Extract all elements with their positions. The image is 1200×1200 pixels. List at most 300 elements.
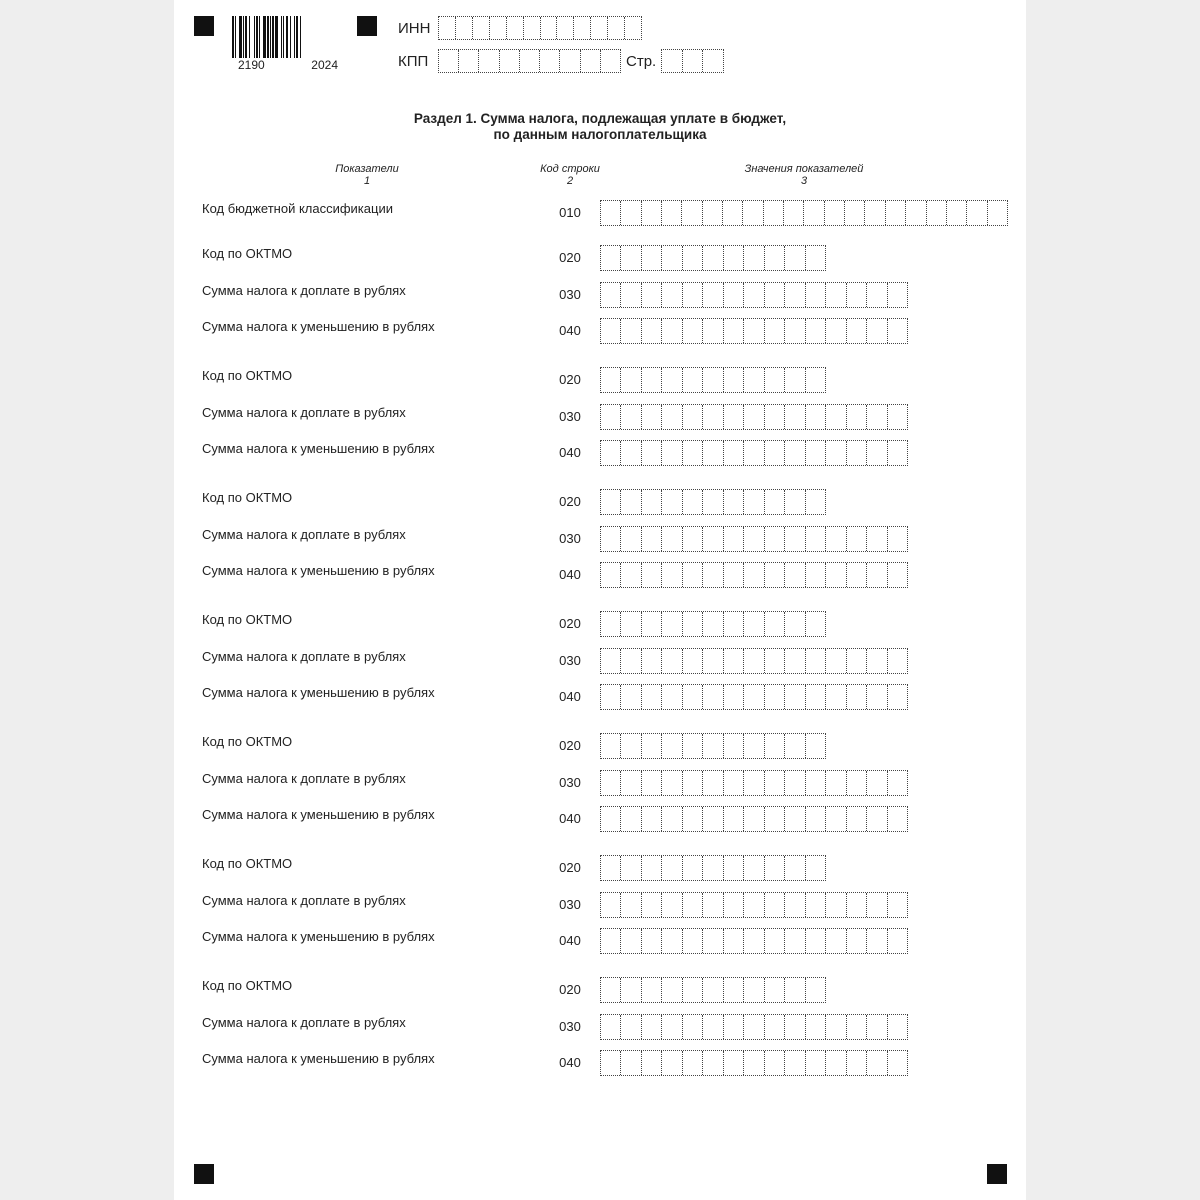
character-cell[interactable] [724, 856, 744, 880]
character-cell[interactable] [724, 1015, 744, 1039]
character-cell[interactable] [744, 490, 764, 514]
character-cell[interactable] [479, 50, 499, 72]
character-cell[interactable] [765, 929, 785, 953]
character-cell[interactable] [765, 246, 785, 270]
character-cell[interactable] [826, 283, 846, 307]
oktmo-field[interactable] [600, 611, 826, 637]
character-cell[interactable] [473, 17, 490, 39]
character-cell[interactable] [888, 441, 907, 465]
character-cell[interactable] [744, 685, 764, 709]
character-cell[interactable] [888, 649, 907, 673]
character-cell[interactable] [662, 490, 682, 514]
character-cell[interactable] [826, 649, 846, 673]
character-cell[interactable] [825, 201, 845, 225]
tax-to-pay-field[interactable] [600, 404, 908, 430]
character-cell[interactable] [621, 685, 641, 709]
page-number-field[interactable] [661, 49, 724, 73]
character-cell[interactable] [662, 893, 682, 917]
character-cell[interactable] [621, 319, 641, 343]
character-cell[interactable] [439, 50, 459, 72]
tax-to-reduce-field[interactable] [600, 806, 908, 832]
character-cell[interactable] [703, 1015, 723, 1039]
character-cell[interactable] [724, 1051, 744, 1075]
character-cell[interactable] [744, 527, 764, 551]
character-cell[interactable] [683, 612, 703, 636]
character-cell[interactable] [826, 771, 846, 795]
character-cell[interactable] [785, 405, 805, 429]
character-cell[interactable] [826, 563, 846, 587]
character-cell[interactable] [625, 17, 641, 39]
character-cell[interactable] [662, 685, 682, 709]
character-cell[interactable] [662, 201, 682, 225]
character-cell[interactable] [703, 649, 723, 673]
character-cell[interactable] [601, 685, 621, 709]
tax-to-reduce-field[interactable] [600, 318, 908, 344]
character-cell[interactable] [744, 283, 764, 307]
character-cell[interactable] [826, 807, 846, 831]
character-cell[interactable] [785, 490, 805, 514]
character-cell[interactable] [683, 246, 703, 270]
character-cell[interactable] [642, 893, 662, 917]
character-cell[interactable] [888, 893, 907, 917]
character-cell[interactable] [785, 368, 805, 392]
character-cell[interactable] [574, 17, 591, 39]
character-cell[interactable] [591, 17, 608, 39]
character-cell[interactable] [785, 1051, 805, 1075]
character-cell[interactable] [683, 441, 703, 465]
character-cell[interactable] [621, 405, 641, 429]
character-cell[interactable] [724, 734, 744, 758]
character-cell[interactable] [847, 283, 867, 307]
character-cell[interactable] [724, 771, 744, 795]
character-cell[interactable] [642, 807, 662, 831]
character-cell[interactable] [703, 929, 723, 953]
character-cell[interactable] [785, 649, 805, 673]
character-cell[interactable] [683, 490, 703, 514]
character-cell[interactable] [621, 201, 641, 225]
character-cell[interactable] [867, 771, 887, 795]
character-cell[interactable] [703, 441, 723, 465]
character-cell[interactable] [642, 649, 662, 673]
character-cell[interactable] [826, 527, 846, 551]
character-cell[interactable] [683, 1015, 703, 1039]
character-cell[interactable] [867, 649, 887, 673]
character-cell[interactable] [867, 807, 887, 831]
character-cell[interactable] [804, 201, 824, 225]
character-cell[interactable] [765, 771, 785, 795]
character-cell[interactable] [744, 807, 764, 831]
character-cell[interactable] [500, 50, 520, 72]
character-cell[interactable] [662, 612, 682, 636]
character-cell[interactable] [703, 978, 723, 1002]
character-cell[interactable] [847, 527, 867, 551]
character-cell[interactable] [847, 1015, 867, 1039]
character-cell[interactable] [785, 685, 805, 709]
character-cell[interactable] [601, 563, 621, 587]
character-cell[interactable] [662, 527, 682, 551]
character-cell[interactable] [703, 612, 723, 636]
character-cell[interactable] [847, 807, 867, 831]
inn-field[interactable] [438, 16, 642, 40]
character-cell[interactable] [744, 856, 764, 880]
character-cell[interactable] [785, 929, 805, 953]
character-cell[interactable] [662, 856, 682, 880]
character-cell[interactable] [621, 441, 641, 465]
character-cell[interactable] [765, 612, 785, 636]
character-cell[interactable] [683, 807, 703, 831]
character-cell[interactable] [847, 405, 867, 429]
character-cell[interactable] [847, 1051, 867, 1075]
character-cell[interactable] [642, 612, 662, 636]
character-cell[interactable] [621, 1015, 641, 1039]
character-cell[interactable] [683, 649, 703, 673]
character-cell[interactable] [724, 807, 744, 831]
character-cell[interactable] [662, 978, 682, 1002]
character-cell[interactable] [642, 685, 662, 709]
character-cell[interactable] [601, 807, 621, 831]
character-cell[interactable] [744, 441, 764, 465]
character-cell[interactable] [888, 527, 907, 551]
kbk-field[interactable] [600, 200, 1008, 226]
character-cell[interactable] [703, 856, 723, 880]
character-cell[interactable] [888, 1051, 907, 1075]
character-cell[interactable] [967, 201, 987, 225]
character-cell[interactable] [785, 319, 805, 343]
character-cell[interactable] [867, 893, 887, 917]
character-cell[interactable] [806, 246, 825, 270]
character-cell[interactable] [601, 978, 621, 1002]
character-cell[interactable] [621, 893, 641, 917]
character-cell[interactable] [806, 771, 826, 795]
character-cell[interactable] [806, 856, 825, 880]
tax-to-pay-field[interactable] [600, 892, 908, 918]
character-cell[interactable] [683, 319, 703, 343]
character-cell[interactable] [847, 563, 867, 587]
tax-to-pay-field[interactable] [600, 648, 908, 674]
character-cell[interactable] [662, 283, 682, 307]
oktmo-field[interactable] [600, 245, 826, 271]
character-cell[interactable] [683, 527, 703, 551]
character-cell[interactable] [723, 201, 743, 225]
character-cell[interactable] [662, 771, 682, 795]
character-cell[interactable] [601, 734, 621, 758]
character-cell[interactable] [744, 368, 764, 392]
character-cell[interactable] [806, 368, 825, 392]
character-cell[interactable] [621, 856, 641, 880]
character-cell[interactable] [867, 527, 887, 551]
character-cell[interactable] [888, 283, 907, 307]
character-cell[interactable] [683, 734, 703, 758]
character-cell[interactable] [785, 734, 805, 758]
character-cell[interactable] [765, 893, 785, 917]
character-cell[interactable] [683, 856, 703, 880]
character-cell[interactable] [662, 368, 682, 392]
character-cell[interactable] [621, 978, 641, 1002]
character-cell[interactable] [744, 1015, 764, 1039]
character-cell[interactable] [703, 563, 723, 587]
character-cell[interactable] [642, 734, 662, 758]
character-cell[interactable] [867, 405, 887, 429]
character-cell[interactable] [621, 1051, 641, 1075]
character-cell[interactable] [601, 1015, 621, 1039]
character-cell[interactable] [724, 490, 744, 514]
character-cell[interactable] [642, 246, 662, 270]
character-cell[interactable] [785, 246, 805, 270]
character-cell[interactable] [621, 807, 641, 831]
character-cell[interactable] [765, 856, 785, 880]
character-cell[interactable] [683, 929, 703, 953]
kpp-field[interactable] [438, 49, 621, 73]
character-cell[interactable] [621, 246, 641, 270]
character-cell[interactable] [847, 649, 867, 673]
tax-to-reduce-field[interactable] [600, 928, 908, 954]
character-cell[interactable] [662, 929, 682, 953]
character-cell[interactable] [847, 771, 867, 795]
character-cell[interactable] [765, 490, 785, 514]
character-cell[interactable] [847, 929, 867, 953]
character-cell[interactable] [541, 17, 558, 39]
character-cell[interactable] [621, 283, 641, 307]
character-cell[interactable] [642, 490, 662, 514]
character-cell[interactable] [540, 50, 560, 72]
tax-to-reduce-field[interactable] [600, 562, 908, 588]
character-cell[interactable] [662, 319, 682, 343]
character-cell[interactable] [621, 771, 641, 795]
character-cell[interactable] [601, 368, 621, 392]
character-cell[interactable] [662, 441, 682, 465]
character-cell[interactable] [764, 201, 784, 225]
character-cell[interactable] [662, 1015, 682, 1039]
character-cell[interactable] [621, 929, 641, 953]
character-cell[interactable] [847, 441, 867, 465]
character-cell[interactable] [683, 563, 703, 587]
character-cell[interactable] [601, 527, 621, 551]
character-cell[interactable] [601, 490, 621, 514]
character-cell[interactable] [826, 1051, 846, 1075]
character-cell[interactable] [724, 978, 744, 1002]
character-cell[interactable] [703, 368, 723, 392]
character-cell[interactable] [642, 368, 662, 392]
character-cell[interactable] [765, 978, 785, 1002]
character-cell[interactable] [765, 319, 785, 343]
character-cell[interactable] [785, 807, 805, 831]
character-cell[interactable] [703, 201, 723, 225]
character-cell[interactable] [520, 50, 540, 72]
tax-to-reduce-field[interactable] [600, 440, 908, 466]
character-cell[interactable] [682, 201, 702, 225]
character-cell[interactable] [642, 563, 662, 587]
character-cell[interactable] [601, 441, 621, 465]
character-cell[interactable] [765, 405, 785, 429]
character-cell[interactable] [724, 405, 744, 429]
character-cell[interactable] [806, 527, 826, 551]
character-cell[interactable] [806, 649, 826, 673]
character-cell[interactable] [947, 201, 967, 225]
character-cell[interactable] [785, 856, 805, 880]
character-cell[interactable] [867, 283, 887, 307]
character-cell[interactable] [888, 807, 907, 831]
oktmo-field[interactable] [600, 733, 826, 759]
character-cell[interactable] [806, 685, 826, 709]
character-cell[interactable] [765, 1015, 785, 1039]
character-cell[interactable] [867, 319, 887, 343]
character-cell[interactable] [507, 17, 524, 39]
character-cell[interactable] [765, 283, 785, 307]
character-cell[interactable] [557, 17, 574, 39]
character-cell[interactable] [806, 929, 826, 953]
character-cell[interactable] [847, 893, 867, 917]
character-cell[interactable] [456, 17, 473, 39]
character-cell[interactable] [621, 734, 641, 758]
character-cell[interactable] [642, 1051, 662, 1075]
character-cell[interactable] [621, 649, 641, 673]
character-cell[interactable] [459, 50, 479, 72]
character-cell[interactable] [744, 405, 764, 429]
oktmo-field[interactable] [600, 367, 826, 393]
character-cell[interactable] [621, 563, 641, 587]
character-cell[interactable] [867, 929, 887, 953]
character-cell[interactable] [765, 368, 785, 392]
character-cell[interactable] [642, 527, 662, 551]
tax-to-pay-field[interactable] [600, 1014, 908, 1040]
character-cell[interactable] [806, 563, 826, 587]
character-cell[interactable] [490, 17, 507, 39]
character-cell[interactable] [703, 807, 723, 831]
character-cell[interactable] [785, 978, 805, 1002]
character-cell[interactable] [806, 490, 825, 514]
character-cell[interactable] [888, 929, 907, 953]
character-cell[interactable] [683, 978, 703, 1002]
character-cell[interactable] [785, 1015, 805, 1039]
character-cell[interactable] [703, 527, 723, 551]
character-cell[interactable] [724, 649, 744, 673]
character-cell[interactable] [806, 1051, 826, 1075]
character-cell[interactable] [744, 246, 764, 270]
oktmo-field[interactable] [600, 855, 826, 881]
character-cell[interactable] [683, 771, 703, 795]
character-cell[interactable] [724, 929, 744, 953]
character-cell[interactable] [826, 405, 846, 429]
character-cell[interactable] [785, 441, 805, 465]
character-cell[interactable] [785, 527, 805, 551]
character-cell[interactable] [806, 441, 826, 465]
oktmo-field[interactable] [600, 977, 826, 1003]
character-cell[interactable] [765, 1051, 785, 1075]
character-cell[interactable] [806, 893, 826, 917]
character-cell[interactable] [662, 50, 683, 72]
character-cell[interactable] [642, 856, 662, 880]
character-cell[interactable] [724, 685, 744, 709]
character-cell[interactable] [703, 50, 723, 72]
character-cell[interactable] [784, 201, 804, 225]
character-cell[interactable] [621, 612, 641, 636]
character-cell[interactable] [683, 1051, 703, 1075]
character-cell[interactable] [662, 734, 682, 758]
character-cell[interactable] [806, 1015, 826, 1039]
character-cell[interactable] [744, 612, 764, 636]
character-cell[interactable] [826, 441, 846, 465]
character-cell[interactable] [744, 893, 764, 917]
character-cell[interactable] [744, 319, 764, 343]
character-cell[interactable] [601, 50, 620, 72]
tax-to-pay-field[interactable] [600, 526, 908, 552]
character-cell[interactable] [601, 246, 621, 270]
character-cell[interactable] [601, 283, 621, 307]
character-cell[interactable] [621, 368, 641, 392]
character-cell[interactable] [765, 734, 785, 758]
character-cell[interactable] [601, 893, 621, 917]
character-cell[interactable] [439, 17, 456, 39]
character-cell[interactable] [744, 734, 764, 758]
character-cell[interactable] [601, 612, 621, 636]
character-cell[interactable] [703, 490, 723, 514]
character-cell[interactable] [703, 405, 723, 429]
character-cell[interactable] [662, 563, 682, 587]
character-cell[interactable] [888, 319, 907, 343]
character-cell[interactable] [683, 283, 703, 307]
character-cell[interactable] [724, 612, 744, 636]
character-cell[interactable] [826, 319, 846, 343]
character-cell[interactable] [724, 441, 744, 465]
character-cell[interactable] [806, 319, 826, 343]
character-cell[interactable] [806, 807, 826, 831]
character-cell[interactable] [765, 563, 785, 587]
character-cell[interactable] [703, 734, 723, 758]
character-cell[interactable] [724, 319, 744, 343]
character-cell[interactable] [662, 246, 682, 270]
character-cell[interactable] [621, 527, 641, 551]
character-cell[interactable] [581, 50, 601, 72]
character-cell[interactable] [703, 771, 723, 795]
character-cell[interactable] [886, 201, 906, 225]
character-cell[interactable] [888, 1015, 907, 1039]
character-cell[interactable] [683, 405, 703, 429]
character-cell[interactable] [785, 893, 805, 917]
character-cell[interactable] [806, 405, 826, 429]
character-cell[interactable] [867, 1015, 887, 1039]
character-cell[interactable] [806, 978, 825, 1002]
character-cell[interactable] [867, 563, 887, 587]
character-cell[interactable] [683, 368, 703, 392]
character-cell[interactable] [785, 283, 805, 307]
character-cell[interactable] [703, 685, 723, 709]
character-cell[interactable] [888, 685, 907, 709]
character-cell[interactable] [642, 319, 662, 343]
character-cell[interactable] [888, 563, 907, 587]
character-cell[interactable] [662, 807, 682, 831]
character-cell[interactable] [724, 283, 744, 307]
character-cell[interactable] [906, 201, 926, 225]
character-cell[interactable] [847, 319, 867, 343]
character-cell[interactable] [642, 771, 662, 795]
character-cell[interactable] [524, 17, 541, 39]
character-cell[interactable] [826, 685, 846, 709]
character-cell[interactable] [703, 1051, 723, 1075]
character-cell[interactable] [601, 929, 621, 953]
character-cell[interactable] [806, 283, 826, 307]
character-cell[interactable] [744, 563, 764, 587]
character-cell[interactable] [744, 1051, 764, 1075]
oktmo-field[interactable] [600, 489, 826, 515]
character-cell[interactable] [642, 978, 662, 1002]
character-cell[interactable] [601, 319, 621, 343]
character-cell[interactable] [845, 201, 865, 225]
character-cell[interactable] [724, 527, 744, 551]
character-cell[interactable] [743, 201, 763, 225]
character-cell[interactable] [806, 612, 825, 636]
character-cell[interactable] [560, 50, 580, 72]
character-cell[interactable] [826, 929, 846, 953]
